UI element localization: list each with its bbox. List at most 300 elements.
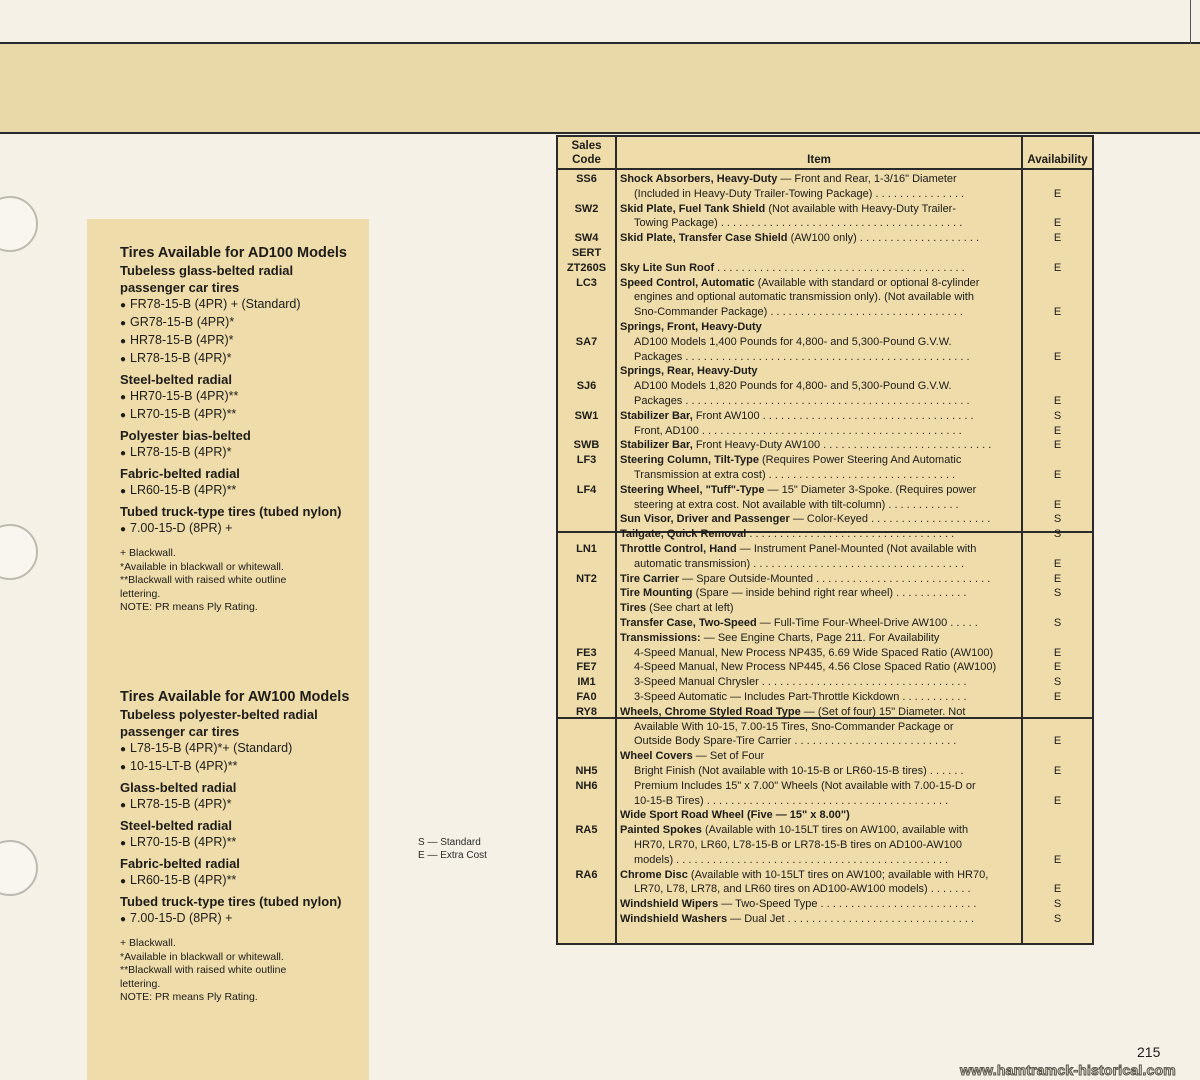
bullet-icon: ●: [120, 318, 127, 329]
item-detail: Outside Body Spare-Tire Carrier . . . . . . . . . . . . . . . . . . . . . . . . . . .: [634, 735, 957, 748]
item-detail: — 15" Diameter 3-Spoke. (Requires power: [764, 483, 977, 496]
item-description: [620, 734, 1034, 749]
table-row: [558, 690, 1092, 705]
table-row: [558, 290, 1092, 305]
table-row: [558, 764, 1092, 779]
tire-group-heading: Fabric-belted radial: [120, 466, 240, 481]
item-detail: — Front and Rear, 1-3/16" Diameter: [777, 173, 957, 185]
section-title: Tires Available for AW100 Models: [120, 689, 350, 705]
tire-size-text: 7.00-15-D (8PR) +: [130, 911, 233, 925]
table-row: [558, 705, 1092, 720]
item-description: [620, 749, 1020, 764]
item-detail: — Spare Outside-Mounted . . . . . . . . . . . . . . . . . . . . . . . . . . . . .: [679, 572, 991, 585]
table-row: [558, 394, 1092, 409]
item-description: [620, 276, 1020, 291]
sales-code: NH6: [575, 779, 598, 792]
item-description: [620, 527, 1020, 542]
table-row: [558, 572, 1092, 587]
tire-group-heading: Fabric-belted radial: [120, 856, 240, 871]
availability-value: S: [1053, 528, 1062, 541]
item-detail: Sno-Commander Package) . . . . . . . . . . . . . . . . . . . . . . . . . . . . . . . .: [634, 306, 963, 319]
item-description: [620, 586, 1020, 601]
item-description: [620, 231, 1020, 246]
item-description: [620, 202, 1020, 217]
tire-size-item: [120, 482, 360, 500]
tire-size-item: [120, 444, 360, 462]
availability-value: S: [1053, 617, 1062, 629]
section-title: Tires Available for AD100 Models: [120, 245, 347, 261]
bullet-icon: ●: [120, 524, 127, 535]
item-description: [620, 216, 1034, 231]
item-name: Skid Plate, Fuel Tank Shield: [620, 202, 766, 215]
watermark: www.hamtramck-historical.com: [960, 1062, 1176, 1078]
tire-size-item: [120, 406, 360, 424]
item-detail: (See chart at left): [646, 602, 734, 615]
sales-code: RY8: [576, 705, 597, 718]
availability-value: S: [1053, 587, 1062, 600]
item-description: [620, 468, 1034, 483]
tire-group-heading: Tubed truck-type tires (tubed nylon): [120, 504, 342, 519]
item-detail: 4-Speed Manual, New Process NP445, 4.56 Close Spaced Ratio (AW100): [634, 661, 997, 674]
table-row: [558, 261, 1092, 276]
item-name: Windshield Wipers: [620, 898, 719, 911]
sales-code: SA7: [575, 335, 598, 348]
table-row: [558, 616, 1092, 631]
item-description: [620, 409, 1020, 424]
tire-size-text: 7.00-15-D (8PR) +: [130, 521, 233, 535]
item-description: [620, 897, 1020, 912]
availability-value: E: [1053, 661, 1062, 674]
availability-value: E: [1053, 646, 1062, 659]
footnote-line: **Blackwall with raised white outline: [120, 574, 287, 586]
table-row: [558, 882, 1092, 897]
item-description: [620, 823, 1020, 838]
footnote-line: *Available in blackwall or whitewall.: [120, 560, 284, 573]
item-name: Windshield Washers: [620, 913, 728, 925]
availability-value: E: [1053, 350, 1062, 363]
availability-value: E: [1053, 883, 1062, 896]
availability-value: E: [1053, 232, 1062, 245]
item-detail: 3-Speed Automatic — Includes Part-Throttle Kickdown . . . . . . . . . . .: [634, 691, 967, 703]
item-description: [620, 779, 1034, 794]
header-band: [0, 44, 1200, 132]
item-detail: (Available with 10-15LT tires on AW100; available with HR70,: [687, 868, 989, 881]
tire-size-item: [120, 834, 360, 852]
sales-code: FA0: [576, 691, 597, 703]
sales-code: LF3: [576, 454, 597, 467]
tire-size-item: [120, 314, 360, 332]
tires-aw100-section: [120, 689, 360, 1005]
table-row: [558, 379, 1092, 394]
footnote-line: + Blackwall.: [120, 937, 176, 949]
sales-code: SJ6: [576, 380, 597, 393]
item-description: [620, 424, 1034, 439]
item-description: [620, 601, 1020, 616]
item-description: [620, 808, 1020, 823]
item-description: [620, 616, 1020, 631]
item-name: Skid Plate, Transfer Case Shield: [620, 232, 788, 245]
item-detail: — Full-Time Four-Wheel-Drive AW100 . . . . .: [756, 617, 978, 629]
tire-size-item: [120, 520, 360, 538]
table-row: [558, 794, 1092, 809]
item-detail: (Spare — inside behind right rear wheel) . . . . . . . . . . . .: [692, 587, 967, 600]
sales-code: FE7: [576, 661, 597, 674]
item-description: [620, 379, 1034, 394]
item-description: [620, 453, 1020, 468]
sales-code: FE3: [576, 646, 597, 659]
item-description: [620, 498, 1034, 513]
options-table: [556, 135, 1094, 945]
table-row: [558, 468, 1092, 483]
item-name: Painted Spokes: [620, 824, 702, 837]
footnote-line: *Available in blackwall or whitewall.: [120, 950, 284, 963]
sales-code: SWB: [573, 439, 600, 452]
bullet-icon: ●: [120, 744, 127, 755]
table-row: [558, 409, 1092, 424]
bullet-icon: ●: [120, 448, 127, 459]
table-row: [558, 868, 1092, 883]
item-detail: — Set of Four: [692, 750, 765, 763]
table-row: [558, 335, 1092, 350]
sales-code: NH5: [575, 765, 598, 777]
item-name: Speed Control, Automatic: [620, 276, 755, 289]
item-name: Wide Sport Road Wheel (Five — 15" x 8.00"): [620, 809, 850, 822]
tire-size-text: LR60-15-B (4PR)**: [130, 873, 237, 887]
legend-extra-cost: E — Extra Cost: [418, 850, 487, 861]
item-detail: engines and optional automatic transmission only). (Not available with: [634, 291, 974, 304]
availability-value: E: [1053, 439, 1062, 452]
sales-code: SS6: [576, 173, 597, 185]
table-row: [558, 601, 1092, 616]
table-row: [558, 527, 1092, 542]
item-name: Transfer Case, Two-Speed: [620, 617, 757, 629]
sales-code: SW4: [574, 232, 599, 245]
item-name: Transmissions:: [620, 631, 701, 644]
tire-size-item: [120, 388, 360, 406]
tire-size-text: 10-15-LT-B (4PR)**: [130, 759, 238, 773]
sales-code: RA5: [575, 824, 598, 837]
item-description: [620, 557, 1034, 572]
item-detail: Transmission at extra cost) . . . . . . . . . . . . . . . . . . . . . . . . . . . . . . .: [634, 469, 956, 481]
tire-size-text: LR70-15-B (4PR)**: [130, 835, 237, 849]
item-description: [620, 320, 1020, 335]
tire-group-heading: Steel-belted radial: [120, 818, 232, 833]
sales-code: SW2: [574, 202, 599, 215]
sales-code: NT2: [576, 572, 597, 585]
tires-ad100-section: [120, 245, 360, 615]
table-row: [558, 305, 1092, 320]
table-row: [558, 631, 1092, 646]
tire-size-item: [120, 910, 360, 928]
item-description: [620, 187, 1034, 202]
tire-size-text: HR78-15-B (4PR)*: [130, 333, 234, 347]
availability-value: E: [1053, 187, 1062, 200]
item-name: Stabilizer Bar,: [620, 439, 693, 452]
availability-value: S: [1053, 409, 1062, 422]
table-row: [558, 808, 1092, 823]
item-name: Chrome Disc: [620, 868, 688, 881]
item-name: Steering Wheel, "Tuff"-Type: [620, 483, 765, 496]
item-detail: — See Engine Charts, Page 211. For Availability: [700, 631, 940, 644]
tire-footnotes: [120, 937, 360, 1005]
availability-value: S: [1053, 513, 1062, 526]
item-description: [620, 572, 1020, 587]
item-detail: Premium Includes 15" x 7.00" Wheels (Not available with 7.00-15-D or: [634, 779, 976, 792]
tire-footnotes: [120, 547, 360, 615]
item-detail: Bright Finish (Not available with 10-15-B or LR60-15-B tires) . . . . . .: [634, 765, 964, 777]
item-detail: AD100 Models 1,400 Pounds for 4,800- and 5,300-Pound G.V.W.: [634, 335, 952, 348]
item-description: [620, 631, 1020, 646]
bullet-icon: ●: [120, 300, 127, 311]
table-row: [558, 172, 1092, 187]
item-detail: Packages . . . . . . . . . . . . . . . . . . . . . . . . . . . . . . . . . . . . . . . . . . . . . . .: [634, 350, 970, 363]
availability-value: E: [1053, 557, 1062, 570]
table-row: [558, 853, 1092, 868]
bullet-icon: ●: [120, 800, 127, 811]
table-row: [558, 231, 1092, 246]
footnote-line: lettering.: [120, 977, 161, 990]
table-row: [558, 912, 1092, 927]
item-name: Tire Mounting: [620, 587, 693, 600]
item-name: Tailgate, Quick Removal: [620, 528, 747, 541]
sales-code: LN1: [576, 543, 597, 555]
item-detail: HR70, LR70, LR60, L78-15-B or LR78-15-B tires on AD100-AW100: [634, 839, 962, 851]
table-row: [558, 512, 1092, 527]
item-description: [620, 261, 1020, 276]
sales-code: ZT260S: [566, 261, 607, 274]
availability-value: E: [1053, 469, 1062, 481]
availability-value: E: [1053, 853, 1062, 866]
table-row: [558, 424, 1092, 439]
availability-value: E: [1053, 572, 1062, 585]
table-row: [558, 276, 1092, 291]
tires-panel: [87, 219, 369, 1080]
availability-value: E: [1053, 794, 1062, 807]
availability-value: S: [1053, 898, 1062, 911]
item-detail: (Not available with Heavy-Duty Trailer-: [765, 202, 957, 215]
availability-value: E: [1053, 217, 1062, 230]
bullet-icon: ●: [120, 876, 127, 887]
item-description: [620, 882, 1034, 897]
item-name: Sky Lite Sun Roof: [620, 261, 715, 274]
header-rule: [558, 168, 1092, 170]
item-name: Springs, Rear, Heavy-Duty: [620, 365, 758, 378]
item-detail: — Instrument Panel-Mounted (Not available with: [736, 543, 977, 555]
tire-size-item: [120, 350, 360, 368]
sales-code: SERT: [571, 247, 602, 259]
tire-size-item: [120, 332, 360, 350]
tire-size-item: [120, 740, 360, 758]
table-row: [558, 542, 1092, 557]
item-detail: . . . . . . . . . . . . . . . . . . . . . . . . . . . . . . . . . . . . . . . . .: [714, 261, 965, 274]
table-row: [558, 720, 1092, 735]
header-item: Item: [807, 154, 831, 166]
item-description: [620, 705, 1020, 720]
table-row: [558, 187, 1092, 202]
sales-code: RA6: [575, 868, 598, 881]
item-detail: — (Set of four) 15" Diameter. Not: [800, 705, 966, 718]
tire-group-heading: Tubeless polyester-belted radial passenger car tires: [120, 707, 318, 739]
item-detail: Available With 10-15, 7.00-15 Tires, Sno-Commander Package or: [634, 720, 954, 733]
item-description: [620, 394, 1034, 409]
item-name: Steering Column, Tilt-Type: [620, 454, 759, 467]
table-row: [558, 823, 1092, 838]
availability-value: E: [1053, 498, 1062, 511]
sales-code: IM1: [577, 676, 596, 689]
table-row: [558, 838, 1092, 853]
item-description: [620, 720, 1034, 735]
legend-standard: S — Standard: [418, 837, 481, 848]
footnote-line: lettering.: [120, 587, 161, 600]
item-name: Springs, Front, Heavy-Duty: [620, 321, 762, 333]
item-detail: . . . . . . . . . . . . . . . . . . . . . . . . . . . . . . . . . .: [746, 528, 955, 541]
table-row: [558, 557, 1092, 572]
band-rule: [0, 132, 1200, 134]
footnote-line: + Blackwall.: [120, 547, 176, 559]
tire-group-heading: Steel-belted radial: [120, 372, 232, 387]
table-row: [558, 216, 1092, 231]
item-description: [620, 764, 1034, 779]
item-detail: 10-15-B Tires) . . . . . . . . . . . . . . . . . . . . . . . . . . . . . . . . . . . . . . . .: [634, 794, 949, 807]
item-name: Shock Absorbers, Heavy-Duty: [620, 173, 778, 185]
binder-hole: [0, 524, 38, 580]
item-description: [620, 912, 1020, 927]
bullet-icon: ●: [120, 392, 127, 403]
item-detail: — Dual Jet . . . . . . . . . . . . . . . . . . . . . . . . . . . . . . .: [727, 913, 975, 925]
item-name: Tire Carrier: [620, 572, 680, 585]
item-description: [620, 660, 1034, 675]
item-detail: 3-Speed Manual Chrysler . . . . . . . . . . . . . . . . . . . . . . . . . . . . . . . . . .: [634, 676, 967, 689]
sales-code: LC3: [576, 276, 597, 289]
table-row: [558, 646, 1092, 661]
table-row: [558, 897, 1092, 912]
bullet-icon: ●: [120, 486, 127, 497]
item-detail: Front, AD100 . . . . . . . . . . . . . . . . . . . . . . . . . . . . . . . . . . . . . . . . . . .: [634, 424, 962, 437]
item-description: [620, 690, 1034, 705]
item-detail: (AW100 only) . . . . . . . . . . . . . . . . . . . .: [787, 232, 980, 245]
right-rule: [1190, 0, 1191, 44]
item-detail: LR70, L78, LR78, and LR60 tires on AD100-AW100 models) . . . . . . .: [634, 883, 971, 896]
table-row: [558, 498, 1092, 513]
binder-hole: [0, 196, 38, 252]
item-name: Wheels, Chrome Styled Road Type: [620, 705, 801, 718]
availability-value: S: [1053, 913, 1062, 925]
item-name: Throttle Control, Hand: [620, 543, 737, 555]
tire-size-text: LR78-15-B (4PR)*: [130, 797, 232, 811]
availability-value: E: [1053, 306, 1062, 319]
bullet-icon: ●: [120, 410, 127, 421]
footnote-line: NOTE: PR means Ply Rating.: [120, 991, 258, 1003]
item-description: [620, 646, 1034, 661]
table-row: [558, 246, 1092, 261]
header-availability: Availability: [1027, 154, 1088, 166]
item-name: Tires: [620, 602, 647, 615]
table-row: [558, 749, 1092, 764]
table-row: [558, 779, 1092, 794]
footnote-line: NOTE: PR means Ply Rating.: [120, 601, 258, 613]
item-description: [620, 364, 1020, 379]
item-description: [620, 483, 1020, 498]
item-detail: Front AW100 . . . . . . . . . . . . . . . . . . . . . . . . . . . . . . . . . . .: [692, 409, 974, 422]
item-description: [620, 675, 1034, 690]
sales-code: SW1: [574, 409, 599, 422]
item-description: [620, 438, 1020, 453]
item-description: [620, 290, 1034, 305]
header-sales-code: Sales Code: [571, 140, 602, 166]
tire-size-text: LR78-15-B (4PR)*: [130, 445, 232, 459]
tire-size-text: FR78-15-B (4PR) + (Standard): [130, 297, 301, 311]
item-detail: Towing Package) . . . . . . . . . . . . . . . . . . . . . . . . . . . . . . . . . . . . . . . .: [634, 217, 963, 230]
availability-value: E: [1053, 261, 1062, 274]
table-row: [558, 438, 1092, 453]
bullet-icon: ●: [120, 838, 127, 849]
item-description: [620, 868, 1020, 883]
table-row: [558, 453, 1092, 468]
item-description: [620, 838, 1034, 853]
availability-value: E: [1053, 424, 1062, 437]
item-name: Stabilizer Bar,: [620, 409, 693, 422]
tire-size-text: L78-15-B (4PR)*+ (Standard): [130, 741, 293, 755]
item-description: [620, 350, 1034, 365]
table-row: [558, 350, 1092, 365]
item-description: [620, 853, 1034, 868]
item-description: [620, 305, 1034, 320]
bullet-icon: ●: [120, 336, 127, 347]
tire-group-heading: Tubeless glass-belted radial passenger car tires: [120, 263, 294, 295]
bullet-icon: ●: [120, 354, 127, 365]
tire-size-text: HR70-15-B (4PR)**: [130, 389, 239, 403]
item-detail: (Available with 10-15LT tires on AW100, available with: [701, 824, 969, 837]
item-detail: 4-Speed Manual, New Process NP435, 6.69 Wide Spaced Ratio (AW100): [634, 646, 994, 659]
item-detail: — Color-Keyed . . . . . . . . . . . . . . . . . . . .: [789, 513, 991, 526]
table-row: [558, 675, 1092, 690]
item-name: Wheel Covers: [620, 750, 693, 763]
item-detail: Packages . . . . . . . . . . . . . . . . . . . . . . . . . . . . . . . . . . . . . . . . . . . . . . .: [634, 395, 970, 407]
item-detail: AD100 Models 1,820 Pounds for 4,800- and 5,300-Pound G.V.W.: [634, 380, 952, 393]
item-detail: steering at extra cost. Not available with tilt-column) . . . . . . . . . . . .: [634, 498, 959, 511]
tire-size-text: LR70-15-B (4PR)**: [130, 407, 237, 421]
table-row: [558, 364, 1092, 379]
item-detail: (Included in Heavy-Duty Trailer-Towing Package) . . . . . . . . . . . . . . .: [634, 187, 965, 200]
tire-size-text: GR78-15-B (4PR)*: [130, 315, 235, 329]
footnote-line: **Blackwall with raised white outline: [120, 964, 287, 976]
item-detail: — Two-Speed Type . . . . . . . . . . . . . . . . . . . . . . . . . .: [718, 898, 977, 911]
table-row: [558, 660, 1092, 675]
availability-value: E: [1053, 691, 1062, 703]
item-description: [620, 335, 1034, 350]
tire-group-heading: Glass-belted radial: [120, 780, 237, 795]
tire-group-heading: Tubed truck-type tires (tubed nylon): [120, 894, 342, 909]
tire-size-item: [120, 758, 360, 776]
table-row: [558, 586, 1092, 601]
tire-size-item: [120, 872, 360, 890]
bullet-icon: ●: [120, 914, 127, 925]
item-detail: (Requires Power Steering And Automatic: [758, 454, 962, 467]
item-detail: models) . . . . . . . . . . . . . . . . . . . . . . . . . . . . . . . . . . . . . . . . . . . . .: [634, 853, 949, 866]
tire-size-text: LR78-15-B (4PR)*: [130, 351, 232, 365]
binder-hole: [0, 840, 38, 896]
item-detail: automatic transmission) . . . . . . . . . . . . . . . . . . . . . . . . . . . . . . . . . . .: [634, 557, 965, 570]
legend: [418, 836, 487, 862]
availability-value: E: [1053, 395, 1062, 407]
item-description: [620, 794, 1034, 809]
tire-size-item: [120, 296, 360, 314]
tire-size-text: LR60-15-B (4PR)**: [130, 483, 237, 497]
tire-group-heading: Polyester bias-belted: [120, 428, 251, 443]
table-row: [558, 483, 1092, 498]
tire-size-item: [120, 796, 360, 814]
table-row: [558, 734, 1092, 749]
